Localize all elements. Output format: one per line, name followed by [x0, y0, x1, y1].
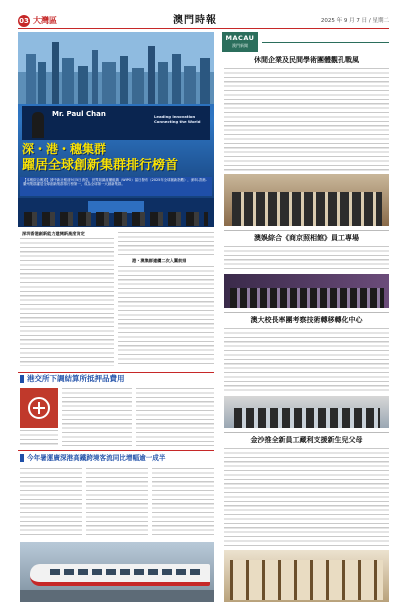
- left-story1-rule: [18, 372, 214, 373]
- headline-line-1: 深・港・穗集群: [22, 142, 107, 156]
- right-story3-photo: [224, 396, 389, 428]
- macau-section-tag: [222, 32, 258, 52]
- left-story2-body-col2: [86, 468, 148, 538]
- skyline-illustration: [18, 32, 214, 104]
- right-story3-body: [224, 328, 389, 394]
- left-story2-rule: [18, 450, 214, 451]
- right-story4-headline: 金沙推全新員工藏利支援新生兒父母: [250, 436, 363, 444]
- left-story1-marker: [20, 375, 24, 383]
- right-divider-3: [224, 432, 389, 433]
- left-story2-headline: 今年暑運廣深港高鐵跨境客流同比增幅逾一成半: [27, 454, 166, 462]
- right-story4-photo: [224, 550, 389, 602]
- speaker-figure: [32, 112, 44, 138]
- meeting-figures: [234, 408, 380, 428]
- train-body: [30, 564, 210, 586]
- audience-photo: [18, 198, 214, 227]
- top-story-photo: [18, 32, 214, 227]
- audience-figures: [24, 212, 208, 226]
- right-story1-headline: 休閒企業及民間學術團體觀孔戰風: [254, 56, 359, 64]
- stage-name-label: Mr. Paul Chan: [52, 110, 106, 118]
- top-story-body-col2b: [118, 266, 214, 366]
- left-story1-body-bottom: [20, 430, 58, 446]
- group-figures: [232, 192, 382, 226]
- deck-text: 【本報綜合報道】據中新社報道9月5日消息，世界知識產權組織（WIPO）當日發布《2025年全球創新指數》，深圳-香港-廣州集群躍居全球創新集群排行榜第一，成為全球第一大創新集群。: [23, 178, 207, 187]
- macau-sublabel: 澳門新聞: [232, 43, 248, 48]
- left-story1-body-col2: [136, 388, 214, 446]
- right-story2-body: [224, 246, 389, 272]
- page-number: 03: [19, 17, 29, 25]
- stage-banner: Leading Innovation Connecting the World: [154, 114, 201, 124]
- headline-line-2: 躍居全球創新集群排行榜首: [22, 158, 179, 173]
- event-crowd: [230, 288, 384, 308]
- macau-label: MACAU: [225, 34, 255, 42]
- right-story3-headline: 澳大校長率團考察技術轉移轉化中心: [250, 316, 363, 324]
- right-story1-photo: [224, 174, 389, 226]
- train-photo: [20, 542, 214, 602]
- right-top-rule: [262, 42, 389, 43]
- top-story-body-col1: [20, 238, 114, 366]
- issue-date: 2025 年 9 月 7 日 / 星期二: [320, 18, 389, 24]
- hkex-logo-photo: [20, 388, 58, 428]
- left-story1-body-col1: [62, 388, 132, 446]
- left-story2-body-col1: [20, 468, 82, 538]
- train-windows: [50, 569, 200, 575]
- top-story-subhead-2: 港・澳集群連續二次入圍前排: [132, 258, 187, 263]
- section-name: 大灣區: [33, 16, 57, 25]
- right-story1-body: [224, 68, 389, 172]
- hkex-logo-icon: [27, 396, 51, 420]
- lobby-interior: [230, 560, 383, 600]
- top-story-subhead-1: 深圳香港創新能力建開新高度肯定: [22, 231, 85, 236]
- left-story1-headline: 港交所下調結算所抵押品費用: [27, 374, 125, 383]
- right-story2-photo: [224, 274, 389, 308]
- right-divider-2: [224, 312, 389, 313]
- left-story2-marker: [20, 454, 24, 462]
- masthead: 澳門時報: [173, 15, 217, 26]
- right-story4-body: [224, 448, 389, 548]
- right-divider-1: [224, 230, 389, 231]
- left-story2-body-col3: [152, 468, 214, 538]
- page-header: [18, 14, 389, 28]
- right-story2-headline: 澳娛綜合《商京照相館》員工專場: [254, 234, 359, 242]
- platform: [20, 590, 214, 602]
- header-rule: [18, 28, 389, 29]
- top-story-body-col2a: [118, 232, 214, 256]
